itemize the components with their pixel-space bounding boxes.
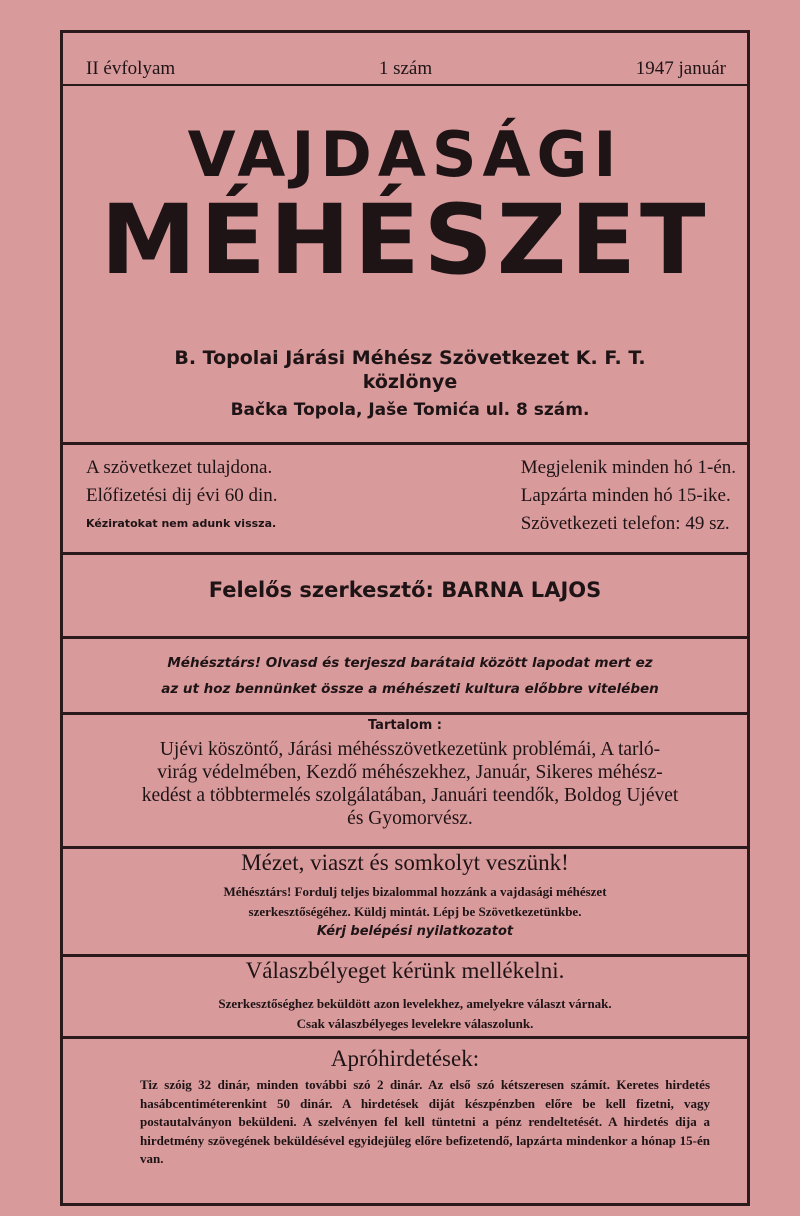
info-right [521,454,736,538]
appeal-line1: Méhésztárs! Olvasd és terjeszd barátaid között lapodat mert ez [167,655,653,671]
phone-note: Szövetkezeti telefon: 49 sz. [520,513,730,534]
divider [63,954,747,957]
divider [63,712,747,715]
publisher-block [100,346,720,422]
publisher-subtitle: közlönye [362,371,458,393]
publisher-name: B. Topolai Járási Méhész Szövetkezet K. F. T. [174,347,646,369]
divider [63,636,747,639]
table-of-contents [90,738,730,830]
toc-line: kedést a többtermelés szolgálatában, Januári teendők, Boldog Ujévet [141,785,679,806]
buy-line3: Kérj belépési nyilatkozatot [316,924,514,939]
divider [63,846,747,849]
buy-heading: Mézet, viaszt és somkolyt veszünk! [241,850,569,875]
divider [63,1036,747,1039]
editor-line: Felelős szerkesztő: BARNA LAJOS [208,578,602,602]
volume-label: II évfolyam [86,58,176,79]
title-line1: VAJDASÁGI [187,118,623,191]
manuscript-note: Kéziratokat nem adunk vissza. [86,517,277,530]
title-line2: MÉHÉSZET [100,184,710,296]
ownership-note: A szövetkezet tulajdona. [86,457,273,478]
date-label: 1947 január [635,58,726,79]
ads-heading: Apróhirdetések: [330,1046,480,1071]
toc-line: virág védelmében, Kezdő méhészekhez, Január, Sikeres méhész- [157,762,663,783]
deadline-note: Lapzárta minden hó 15-ike. [520,485,731,506]
stamps-line1: Szerkesztőséghez beküldött azon levelekhez, amelyekre választ várnak. [218,996,612,1011]
toc-line: és Gyomorvész. [347,808,473,829]
reader-appeal [110,650,710,702]
appeal-line2: az ut hoz bennünket össze a méhészeti kultura előbbre vitelében [161,681,659,697]
stamps-heading: Válaszbélyeget kérünk mellékelni. [245,958,565,983]
toc-line: Ujévi köszöntő, Járási méhésszövetkezetünk problémái, A tarló- [159,739,661,760]
buy-line2: szerkesztőségéhez. Küldj mintát. Lépj be Szövetkezetünkbe. [248,904,582,919]
subscription-price: Előfizetési dij évi 60 din. [86,485,278,506]
subscription-info [86,454,736,538]
divider [63,552,747,555]
info-left [86,454,278,538]
buy-notice [120,882,710,942]
divider [63,442,747,445]
toc-heading: Tartalom : [367,718,443,733]
issue-label: 1 szám [378,58,433,79]
masthead-header [86,58,726,80]
stamps-notice [120,994,710,1034]
ads-text: Tiz szóig 32 dinár, minden további szó 2 dinár. Az első szó kétszeresen számít. Keretes hirdetés hasábcentiméterenkint 50 dinár. A hirdetések diját készpénzben előre be kell fizetni, vagy postautalványon beküldeni. A szelvényen fel kell tüntetni a pénz rendeltetését. A hirdetés dija a hirdetmény szövegének beküldésével egyidejüleg előre befizetendő, lapzárta mindenkor a hónap 15-én van. [140,1077,710,1166]
publication-schedule: Megjelenik minden hó 1-én. [520,457,736,478]
publisher-address: Bačka Topola, Jaše Tomića ul. 8 szám. [230,400,590,420]
divider [63,84,747,86]
buy-line1: Méhésztárs! Fordulj teljes bizalommal hozzánk a vajdasági méhészet [223,884,607,899]
stamps-line2: Csak válaszbélyeges levelekre válaszolunk. [296,1016,534,1031]
